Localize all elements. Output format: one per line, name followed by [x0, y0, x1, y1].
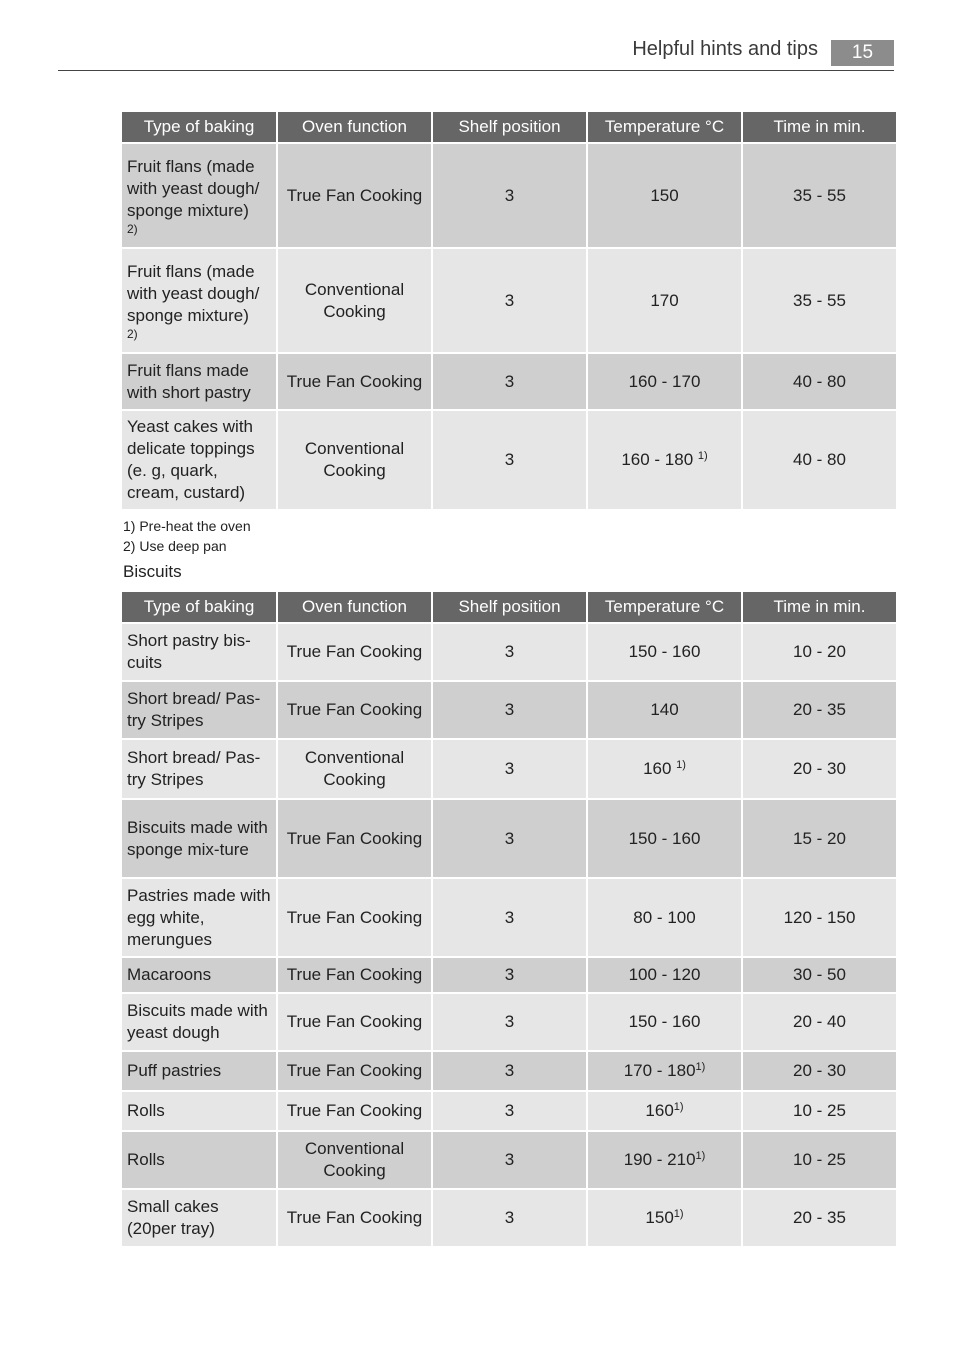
- cell-shelf: 3: [433, 1052, 586, 1090]
- temperature-text: 150 - 160: [628, 1012, 701, 1031]
- cell-function: Conventional Cooking: [278, 411, 431, 509]
- cell-function: True Fan Cooking: [278, 1190, 431, 1246]
- table-row: [122, 411, 896, 509]
- cell-function: Conventional Cooking: [278, 1132, 431, 1188]
- cell-time: 10 - 20: [743, 624, 896, 680]
- table-row: [122, 994, 896, 1050]
- cell-function: True Fan Cooking: [278, 1092, 431, 1130]
- temperature-footnote-ref: 1): [695, 1061, 706, 1073]
- type-footnote-ref: 2): [127, 326, 138, 341]
- cell-function: True Fan Cooking: [278, 994, 431, 1050]
- cell-time: 20 - 35: [743, 682, 896, 738]
- table-row: [122, 624, 896, 680]
- cell-shelf: 3: [433, 144, 586, 247]
- cell-temperature: [588, 1132, 741, 1188]
- cell-temperature: [588, 682, 741, 738]
- cell-shelf: 3: [433, 624, 586, 680]
- table-row: [122, 144, 896, 247]
- cell-function: True Fan Cooking: [278, 624, 431, 680]
- cell-type: [122, 144, 276, 247]
- cell-time: 120 - 150: [743, 879, 896, 956]
- column-header-function: Oven function: [278, 592, 431, 622]
- footnotes: [123, 516, 251, 556]
- table-row: [122, 958, 896, 992]
- cell-shelf: 3: [433, 800, 586, 877]
- table-row: [122, 682, 896, 738]
- table-row: [122, 1092, 896, 1130]
- column-header-time: Time in min.: [743, 112, 896, 142]
- cell-time: 20 - 30: [743, 1052, 896, 1090]
- cell-function: True Fan Cooking: [278, 1052, 431, 1090]
- cell-time: 20 - 40: [743, 994, 896, 1050]
- cell-shelf: 3: [433, 958, 586, 992]
- temperature-footnote-ref: 1): [695, 1150, 706, 1162]
- table-row: [122, 740, 896, 798]
- table-row: [122, 354, 896, 409]
- cell-time: 35 - 55: [743, 144, 896, 247]
- column-header-shelf: Shelf position: [433, 592, 586, 622]
- cell-temperature: [588, 994, 741, 1050]
- temperature-footnote-ref: 1): [673, 1208, 684, 1220]
- table-row: [122, 879, 896, 956]
- temperature-text: 160 - 180: [621, 450, 698, 469]
- cell-shelf: 3: [433, 1190, 586, 1246]
- cell-function: True Fan Cooking: [278, 958, 431, 992]
- table-header-row: [122, 112, 896, 142]
- cell-type: [122, 249, 276, 352]
- cell-type: Rolls: [122, 1092, 276, 1130]
- header-divider: [58, 70, 894, 71]
- temperature-text: 190 - 210: [623, 1150, 696, 1169]
- temperature-text: 150: [645, 1208, 674, 1227]
- temperature-text: 80 - 100: [633, 907, 696, 927]
- cell-temperature: [588, 958, 741, 992]
- cell-type: Yeast cakes with delicate toppings (e. g, quark, cream, custard): [122, 411, 276, 509]
- type-text: Fruit flans (made with yeast dough/ sponge mixture): [127, 156, 260, 220]
- table-header-row: [122, 592, 896, 622]
- column-header-temperature: Temperature °C: [588, 592, 741, 622]
- temperature-footnote-ref: 1): [673, 1101, 684, 1113]
- type-footnote-ref: 2): [127, 221, 138, 236]
- cell-temperature: [588, 740, 741, 798]
- cell-time: 20 - 35: [743, 1190, 896, 1246]
- cell-time: 10 - 25: [743, 1132, 896, 1188]
- cell-time: 20 - 30: [743, 740, 896, 798]
- cell-type: Small cakes (20per tray): [122, 1190, 276, 1246]
- cell-shelf: 3: [433, 249, 586, 352]
- cell-temperature: [588, 879, 741, 956]
- temperature-text: 150 - 160: [628, 828, 701, 848]
- cell-function: True Fan Cooking: [278, 144, 431, 247]
- cell-time: 30 - 50: [743, 958, 896, 992]
- column-header-time: Time in min.: [743, 592, 896, 622]
- cell-temperature: [588, 411, 741, 509]
- cell-type: Short bread/ Pas-try Stripes: [122, 740, 276, 798]
- cell-type: Biscuits made with sponge mix-ture: [122, 800, 276, 877]
- table-row: [122, 249, 896, 352]
- cell-type: Biscuits made with yeast dough: [122, 994, 276, 1050]
- footnote-1: 1) Pre-heat the oven: [123, 518, 251, 534]
- table2-body: [122, 624, 896, 1246]
- temperature-text: 140: [650, 700, 679, 719]
- cell-shelf: 3: [433, 1132, 586, 1188]
- cell-time: 40 - 80: [743, 354, 896, 409]
- cell-type: Macaroons: [122, 958, 276, 992]
- table-row: [122, 800, 896, 877]
- table-row: [122, 1132, 896, 1188]
- column-header-function: Oven function: [278, 112, 431, 142]
- column-header-temperature: Temperature °C: [588, 112, 741, 142]
- cell-function: Conventional Cooking: [278, 740, 431, 798]
- cell-temperature: 170: [588, 249, 741, 352]
- cell-temperature: 160 - 170: [588, 354, 741, 409]
- column-header-type: Type of baking: [122, 592, 276, 622]
- column-header-shelf: Shelf position: [433, 112, 586, 142]
- cell-shelf: 3: [433, 1092, 586, 1130]
- cell-shelf: 3: [433, 994, 586, 1050]
- cell-temperature: [588, 800, 741, 877]
- cell-type: Puff pastries: [122, 1052, 276, 1090]
- cell-shelf: 3: [433, 682, 586, 738]
- section-heading-biscuits: Biscuits: [123, 562, 182, 581]
- cell-temperature: [588, 624, 741, 680]
- cell-type: Short pastry bis-cuits: [122, 624, 276, 680]
- cell-time: 40 - 80: [743, 411, 896, 509]
- cell-time: 35 - 55: [743, 249, 896, 352]
- cell-type: Short bread/ Pas-try Stripes: [122, 682, 276, 738]
- cell-shelf: 3: [433, 740, 586, 798]
- cell-temperature: [588, 1092, 741, 1130]
- cell-shelf: 3: [433, 411, 586, 509]
- temperature-footnote-ref: 1): [676, 759, 686, 771]
- cell-type: Pastries made with egg white, merungues: [122, 879, 276, 956]
- temperature-text: 150 - 160: [628, 642, 701, 661]
- baking-table-cakes: [120, 110, 898, 511]
- cell-temperature: [588, 1052, 741, 1090]
- temperature-text: 160: [645, 1101, 674, 1120]
- section-title: Helpful hints and tips: [632, 38, 818, 60]
- cell-temperature: [588, 1190, 741, 1246]
- cell-shelf: 3: [433, 354, 586, 409]
- page-number: 15: [831, 40, 894, 66]
- type-text: Fruit flans (made with yeast dough/ sponge mixture): [127, 261, 260, 325]
- cell-time: 15 - 20: [743, 800, 896, 877]
- temperature-text: 170 - 180: [623, 1061, 696, 1080]
- baking-table-biscuits: [120, 590, 898, 1248]
- column-header-type: Type of baking: [122, 112, 276, 142]
- cell-function: True Fan Cooking: [278, 800, 431, 877]
- cell-time: 10 - 25: [743, 1092, 896, 1130]
- cell-function: Conventional Cooking: [278, 249, 431, 352]
- table-row: [122, 1190, 896, 1246]
- cell-function: True Fan Cooking: [278, 879, 431, 956]
- cell-function: True Fan Cooking: [278, 682, 431, 738]
- cell-temperature: 150: [588, 144, 741, 247]
- temperature-text: 160: [643, 759, 677, 778]
- cell-function: True Fan Cooking: [278, 354, 431, 409]
- temperature-footnote-ref: 1): [697, 450, 708, 462]
- cell-type: Fruit flans made with short pastry: [122, 354, 276, 409]
- temperature-text: 100 - 120: [628, 965, 701, 984]
- footnote-2: 2) Use deep pan: [123, 538, 227, 554]
- cell-type: Rolls: [122, 1132, 276, 1188]
- table-row: [122, 1052, 896, 1090]
- cell-shelf: 3: [433, 879, 586, 956]
